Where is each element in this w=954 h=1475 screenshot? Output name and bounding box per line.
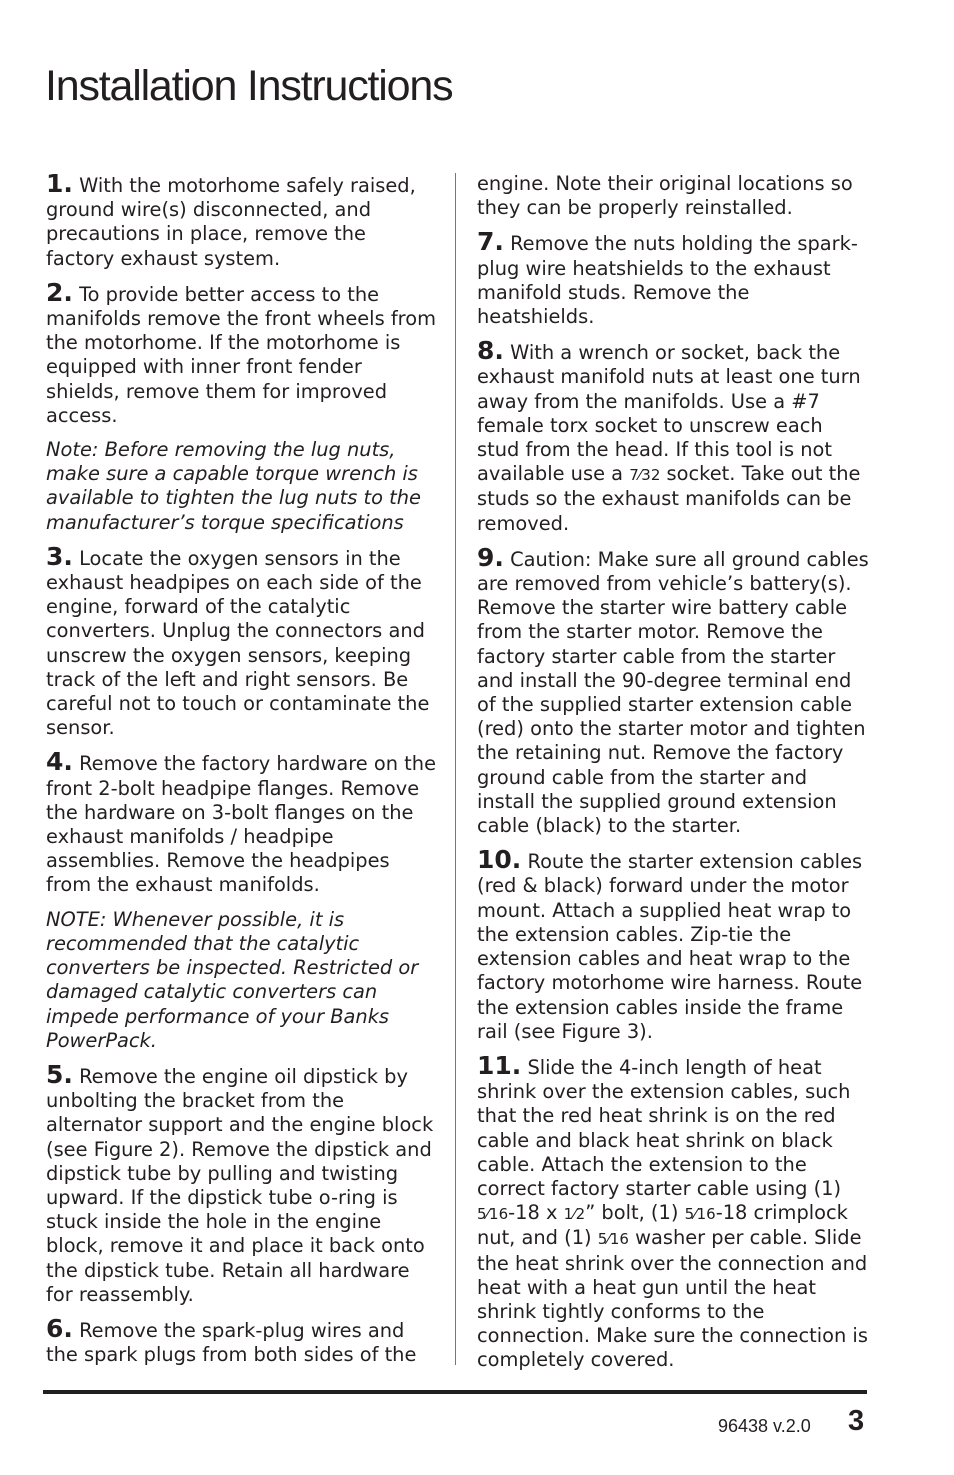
step-text: Slide the 4-inch length of heat shrink over the extension cables, such that the red heat shrink is on the red cable and black heat shrink on black cable. Attach the extension to the correct factory starter cable using (1) [477, 1055, 851, 1200]
fraction: 1⁄2 [563, 1205, 586, 1224]
step-5 [46, 1059, 438, 1307]
left-column [46, 169, 438, 1377]
step-10 [477, 845, 869, 1044]
step-11 [477, 1050, 869, 1373]
step-text: Caution: Make sure all ground cables are removed from vehicle’s battery(s). Remove the starter wire battery cable from the starter motor. Remove the factory starter cable from the starter and install the 90-degree terminal end of the supplied starter extension cable (red) onto the starter motor and tighten the retaining nut. Remove the factory ground cable from the starter and install the supplied ground extension cable (black) to the starter. [477, 547, 869, 838]
step-3 [46, 541, 438, 741]
step-4 [46, 747, 438, 897]
step-text: To provide better access to the manifolds remove the front wheels from the motorhome. If the motorhome is equipped with inner front fender shields, remove them for improved access. [46, 282, 436, 427]
step-text: -18 crimplock nut, and (1) [477, 1201, 848, 1250]
step-number: 6. [46, 1313, 73, 1343]
step-text: Locate the oxygen sensors in the exhaust headpipes on each side of the engine, forward of the catalytic converters. Unplug the connectors and unscrew the oxygen sensors, keeping track of the left and right sensors. Be careful not to touch or contaminate the sensor. [46, 546, 430, 740]
step-number: 10. [477, 845, 522, 875]
step-text: ” bolt, (1) [585, 1201, 679, 1225]
step-number: 7. [477, 227, 504, 257]
step-number: 9. [477, 542, 504, 572]
step-text: socket. Take out the studs so the exhaust manifolds can be removed. [477, 462, 861, 535]
step-1 [46, 169, 438, 271]
step-number: 5. [46, 1059, 73, 1089]
step-text: With the motorhome safely raised, ground wire(s) disconnected, and precautions in place, remove the factory exhaust system. [46, 174, 416, 270]
fraction: 5⁄16 [477, 1205, 509, 1224]
step-number: 2. [46, 277, 73, 307]
footer-rule [43, 1390, 867, 1394]
step-9 [477, 542, 869, 838]
step-text: washer per cable. Slide the heat shrink over the connection and heat with a heat gun until the heat shrink tightly conforms to the connection. Make sure the connection is completely covered. [477, 1226, 868, 1372]
document-id: 96438 v.2.0 [718, 1416, 811, 1436]
step-text: Remove the nuts holding the spark-plug wire heatshields to the exhaust manifold studs. Remove the heatshields. [477, 232, 858, 329]
step-8 [477, 336, 869, 536]
page-number: 3 [848, 1405, 865, 1437]
step-number: 11. [477, 1050, 522, 1080]
step-2 [46, 277, 438, 428]
right-column [477, 172, 869, 1383]
fraction: 5⁄16 [684, 1205, 716, 1224]
step-text: Remove the factory hardware on the front 2-bolt headpipe flanges. Remove the hardware on 3-bolt flanges on the exhaust manifolds / headpipe assemblies. Remove the headpipes from the exhaust manifolds. [46, 752, 436, 897]
step-7 [477, 227, 869, 329]
step-number: 4. [46, 747, 73, 777]
step-number: 1. [46, 169, 73, 198]
step-number: 8. [477, 336, 504, 366]
fraction: 5⁄16 [597, 1230, 629, 1249]
step-text: Route the starter extension cables (red & black) forward under the motor mount. Attach a supplied heat wrap to the extension cables. Zip-tie the extension cables and heat wrap to the factory motorhome wire harness. Route the extension cables inside the frame rail (see Figure 3). [477, 850, 863, 1043]
step-number: 3. [46, 541, 73, 571]
step-6 [46, 1313, 438, 1367]
lug-nut-note: Note: Before removing the lug nuts, make sure a capable torque wrench is available to tighten the lug nuts to the manufacturer’s torque specifications [46, 438, 421, 534]
step-text: Remove the engine oil dipstick by unbolting the bracket from the alternator support and the engine block (see Figure 2). Remove the dipstick and dipstick tube by pulling and twisting upward. If the dipstick tube o-ring is stuck inside the hole in the engine block, remove it and place it back onto the dipstick tube. Retain all hardware for reassembly. [46, 1064, 434, 1306]
page-title: Installation Instructions [45, 62, 453, 110]
fraction: 7⁄32 [629, 466, 661, 485]
step-text: -18 x [508, 1201, 558, 1225]
catalytic-converter-note: NOTE: Whenever possible, it is recommended that the catalytic converters be inspected. Restricted or damaged catalytic converters can impede performance of your Banks PowerPack. [46, 907, 419, 1052]
step-text: With a wrench or socket, back the exhaust manifold nuts at least one turn away from the manifolds. Use a #7 female torx socket to unscrew each stud from the head. If this tool is not available use a [477, 341, 861, 486]
step-6-continued: engine. Note their original locations so they can be properly reinstalled. [477, 172, 853, 220]
column-divider [455, 173, 456, 1365]
step-text: Remove the spark-plug wires and the spark plugs from both sides of the [46, 1318, 417, 1367]
